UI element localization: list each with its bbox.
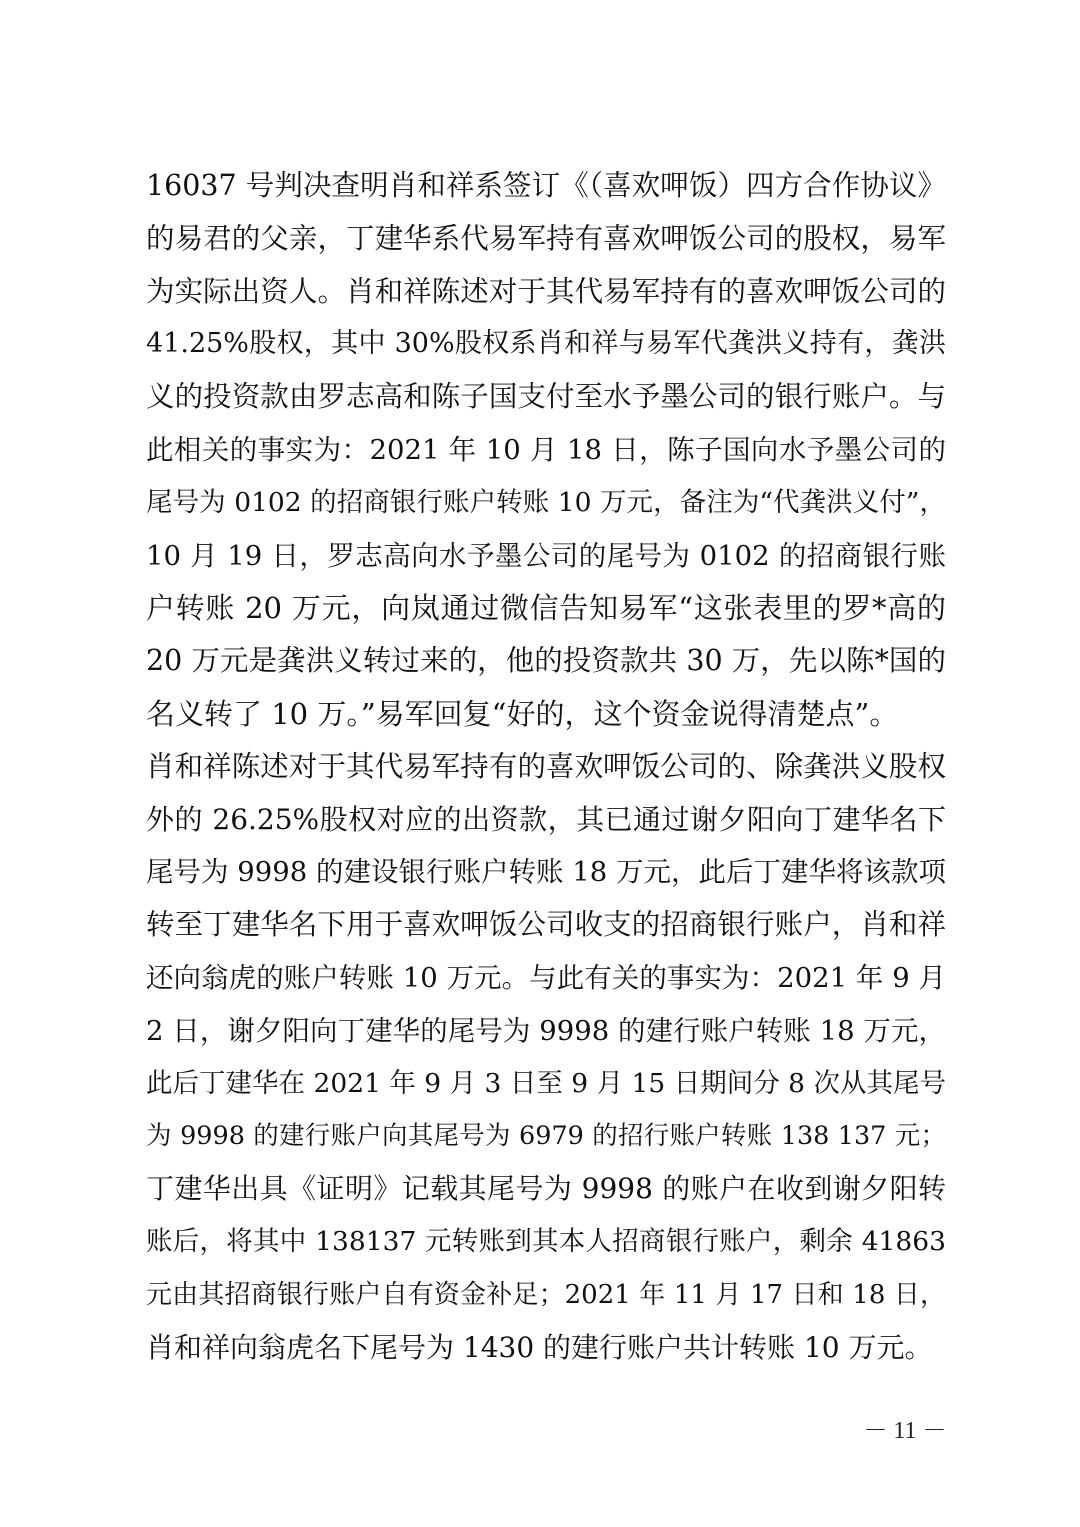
text-line: 户转账 20 万元，向岚通过微信告知易军“这张表里的罗*高的: [146, 591, 946, 626]
text-line: 20 万元是龚洪义转过来的，他的投资款共 30 万，先以陈*国的: [146, 644, 946, 678]
text-line: 为实际出资人。肖和祥陈述对于其代易军持有的喜欢呷饭公司的: [146, 274, 946, 308]
text-line: 此相关的事实为：2021 年 10 月 18 日，陈子国向水予墨公司的: [146, 433, 946, 466]
body-text: [146, 160, 946, 1374]
text-line: 元由其招商银行账户自有资金补足；2021 年 11 月 17 日和 18 日，: [146, 1279, 946, 1310]
text-line: 10 月 19 日，罗志高向水予墨公司的尾号为 0102 的招商银行账: [146, 539, 946, 572]
text-line: 丁建华出具《证明》记载其尾号为 9998 的账户在收到谢夕阳转: [146, 1172, 946, 1206]
text-line: 名义转了 10 万。”易军回复“好的，这个资金说得清楚点”。: [146, 696, 899, 731]
text-line: 尾号为 9998 的建设银行账户转账 18 万元，此后丁建华将该款项: [146, 856, 946, 889]
text-line: 转至丁建华名下用于喜欢呷饭公司收支的招商银行账户，肖和祥: [146, 908, 946, 942]
text-line: 肖和祥向翁虎名下尾号为 1430 的建行账户共计转账 10 万元。: [146, 1330, 933, 1364]
text-line: 还向翁虎的账户转账 10 万元。与此有关的事实为：2021 年 9 月: [146, 961, 946, 994]
text-line: 此后丁建华在 2021 年 9 月 3 日至 9 月 15 日期间分 8 次从其尾号: [146, 1067, 946, 1099]
text-line: 外的 26.25%股权对应的出资款，其已通过谢夕阳向丁建华名下: [146, 802, 946, 836]
text-line: 尾号为 0102 的招商银行账户转账 10 万元，备注为“代龚洪义付”，: [146, 486, 946, 518]
text-line: 2 日，谢夕阳向丁建华的尾号为 9998 的建行账户转账 18 万元，: [146, 1014, 946, 1047]
text-line: 义的投资款由罗志高和陈子国支付至水予墨公司的银行账户。与: [146, 380, 946, 414]
text-line: 账后，将其中 138137 元转账到其本人招商银行账户，剩余 41863: [146, 1225, 946, 1257]
text-line: 为 9998 的建行账户向其尾号为 6979 的招行账户转账 138 137 元；: [146, 1121, 946, 1152]
text-line: 肖和祥陈述对于其代易军持有的喜欢呷饭公司的、除龚洪义股权: [146, 749, 946, 783]
text-line: 的易君的父亲，丁建华系代易军持有喜欢呷饭公司的股权，易军: [146, 221, 946, 255]
page-number: － 11 －: [863, 1418, 947, 1444]
text-line: 16037 号判决查明肖和祥系签订《（喜欢呷饭）四方合作协议》: [146, 169, 946, 202]
text-line: 41.25%股权，其中 30%股权系肖和祥与易军代龚洪义持有，龚洪: [146, 328, 946, 360]
